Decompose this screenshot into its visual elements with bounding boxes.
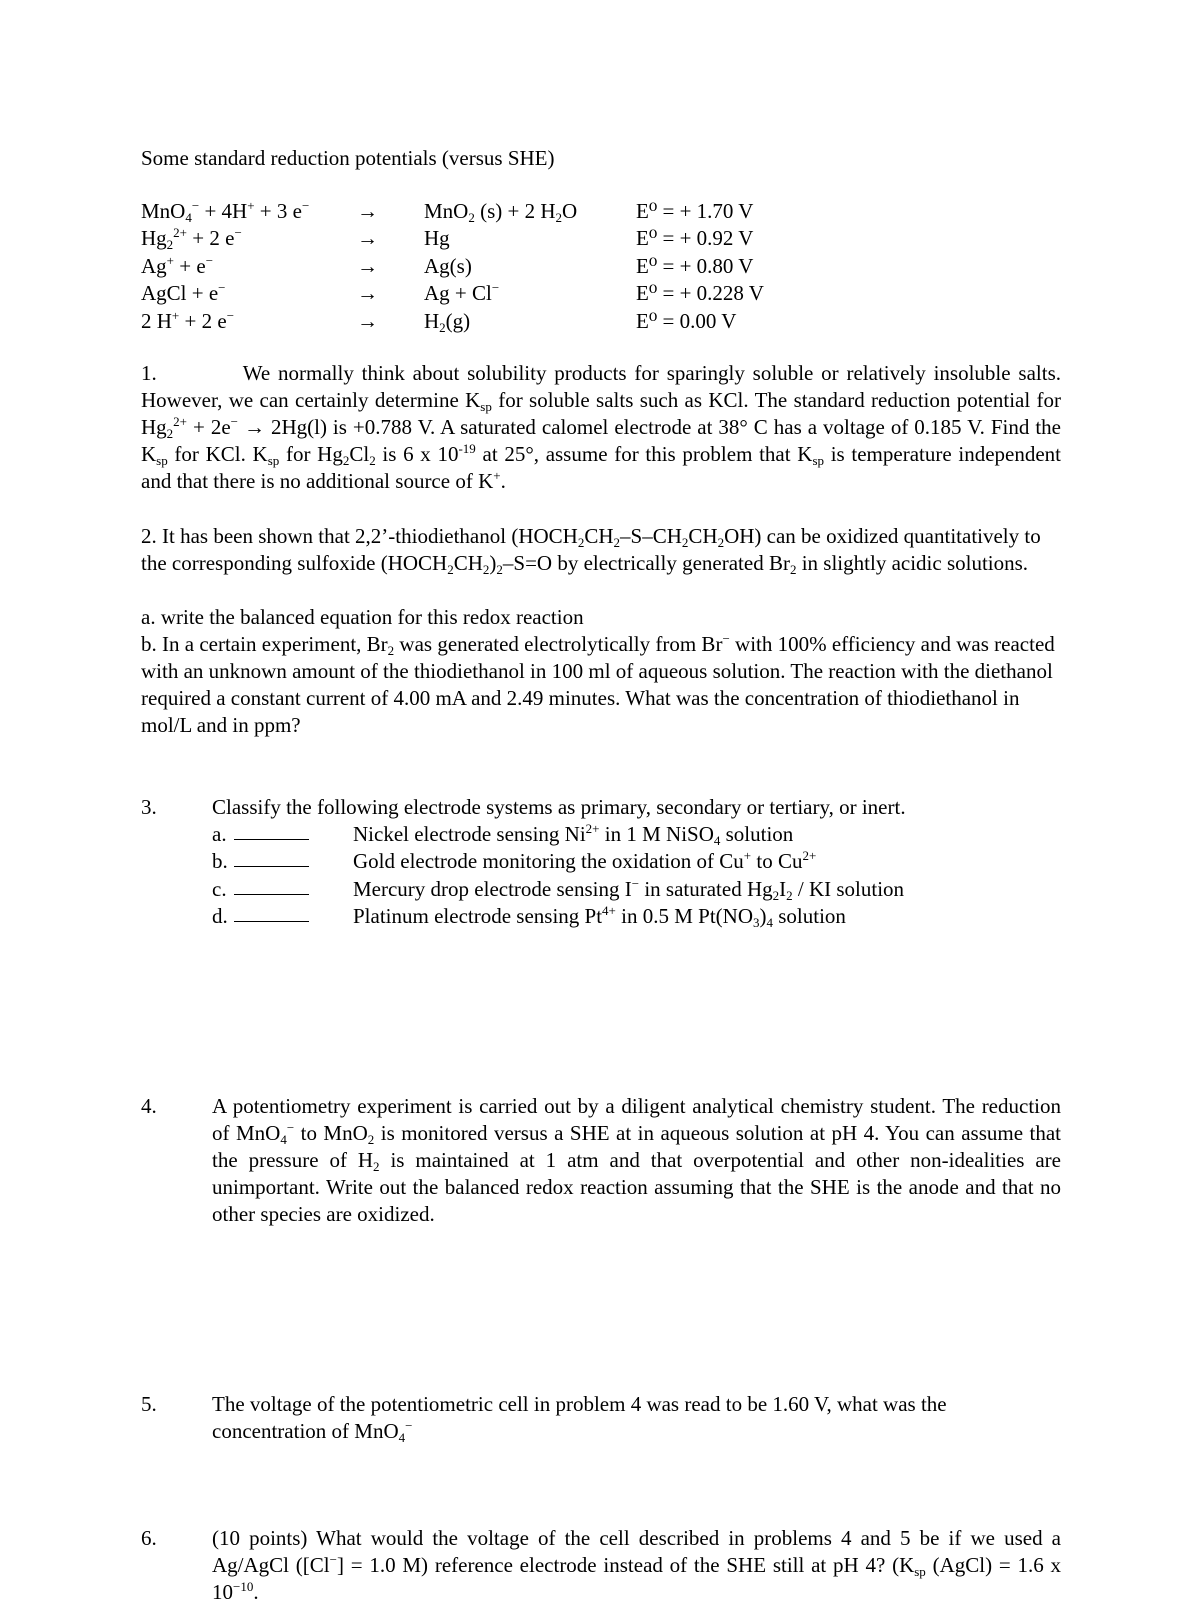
problem-3-intro: Classify the following electrode systems as primary, secondary or tertiary, or inert. [212,795,906,819]
answer-blank[interactable] [234,876,309,895]
products: Ag + Cl− [424,280,500,306]
item-letter: a. [212,822,227,846]
reduction-potentials-table [141,198,1061,335]
problem-number: 3. [141,795,157,819]
products: MnO$_2$ (s) + 2 $H_2O$ [424,199,578,225]
potential-value: E⁰ = + 0.80 V [636,253,754,278]
answer-blank[interactable] [234,848,309,867]
item-letter: d. [212,904,228,929]
answer-blank[interactable] [234,903,309,922]
arrow-icon: → [357,199,378,223]
arrow-icon: → [357,253,378,278]
products: $H_2(g)$ [424,308,471,335]
reactants: AgCl + e− [141,280,226,306]
electrode-description: Platinum electrode sensing $Pt^{4+}$ in 0.5 M $Pt(NO_3)_4$ solution [353,903,846,931]
problem-5-text: The voltage of the potentiometric cell in problem 4 was read to be 1.60 V, what was the concentration of MnO$_4$− [212,1391,947,1445]
problem-1-text: 1. We normally think about solubility products for sparingly soluble or relatively insoluble salts. However, we can certainly determine $K_{sp}$ for soluble salts such as KCl. The standard reduction potential for $Hg_2^{2+} + 2e^- \to 2Hg(l)$ is +0.788 V. A saturated calomel electrode at 38° C has a voltage of 0.185 V. Find the $K_{sp}$ for KCl. $K_{sp}$ for $Hg_2Cl_2$ is 6 x $10^{-19}$ at 25°, assume for this problem that $K_{sp}$ is temperature independent and that there is no additional source of K+. [141,361,1062,493]
reaction-row [141,198,1061,225]
problem-2b: b. In a certain experiment, $Br_2$ was generated electrolytically from Br− with 100% efficiency and was reacted with an unknown amount of the thiodiethanol in 100 ml of aqueous solution. The reaction with the diethanol required a constant current of 4.00 mA and 2.49 minutes. What was the concentration of thiodiethanol in mol/L and in ppm? [141,631,1055,737]
classify-row [212,848,1061,875]
problem-number: 5. [141,1391,157,1416]
arrow-icon: → [357,226,378,251]
reaction-row [141,308,1061,335]
problem-4 [141,1093,1061,1228]
reaction-row [141,225,1061,252]
answer-blank[interactable] [234,821,309,840]
classify-row [212,876,1061,903]
reactants: 2 H+ + 2 e− [141,307,235,333]
problem-1 [141,360,1061,495]
reactants: Ag+ + e− [141,252,214,278]
reactants: $Hg_2^{2+} + 2$ e− [141,225,242,253]
item-letter: c. [212,876,227,901]
reaction-row [141,253,1061,280]
potential-value: E⁰ = + 0.92 V [636,226,754,251]
item-letter: b. [212,849,228,874]
classify-row [212,903,1061,930]
potential-value: E⁰ = 0.00 V [636,308,737,333]
arrow-icon: → [357,308,378,333]
problem-number: 1. [141,361,157,385]
reactants: MnO$_4$− + 4H+ + 3 e− [141,198,310,225]
problem-number: 2. [141,524,157,548]
problem-number: 6. [141,1525,157,1550]
potential-value: E⁰ = + 1.70 V [636,199,754,223]
electrode-description: Nickel electrode sensing $Ni^{2+}$ in 1 M NiSO$_4$ solution [353,821,794,848]
potentials-heading: Some standard reduction potentials (versus SHE) [141,146,555,170]
problem-5 [141,1391,1061,1445]
problem-4-text: A potentiometry experiment is carried out by a diligent analytical chemistry student. The reduction of MnO$_4$− to MnO$_2$ is monitored versus a SHE at in aqueous solution at pH 4. You can assume that the pressure of $H_2$ is maintained at 1 atm and that overpotential and other non-idealities are unimportant. Write out the balanced redox reaction assuming that the SHE is the anode and that no other species are oxidized. [212,1093,1061,1226]
problem-6-text: (10 points) What would the voltage of the cell described in problems 4 and 5 be if we used a Ag/AgCl ([Cl−] = 1.0 M) reference electrode instead of the SHE still at pH 4? ($K_{sp}$ (AgCl) = 1.6 x $10^{-10}$. [212,1525,1061,1604]
potential-value: E⁰ = + 0.228 V [636,281,764,306]
products: Hg [424,226,450,251]
electrode-description: Gold electrode monitoring the oxidation of Cu+ to $Cu^{2+}$ [353,848,817,874]
problem-2-text: 2. It has been shown that 2,2’-thiodiethanol $(HOCH_2CH_2-S-CH_2CH_2OH)$ can be oxidized quantitatively to the corresponding sulfoxide $(HOCH_2CH_2)_2-S=O$ by electrically generated $Br_2$ in slightly acidic solutions. [141,524,1041,577]
products: Ag(s) [424,253,472,278]
electrode-description: Mercury drop electrode sensing I− in saturated $Hg_2I_2$ / KI solution [353,875,905,903]
classify-row [212,821,1061,848]
problem-2a: a. write the balanced equation for this redox reaction [141,605,584,629]
problem-3 [141,794,1061,931]
reaction-row [141,280,1061,307]
problem-number: 4. [141,1093,157,1118]
arrow-icon: → [357,281,378,306]
problem-6 [141,1525,1061,1606]
problem-2 [141,523,1061,739]
